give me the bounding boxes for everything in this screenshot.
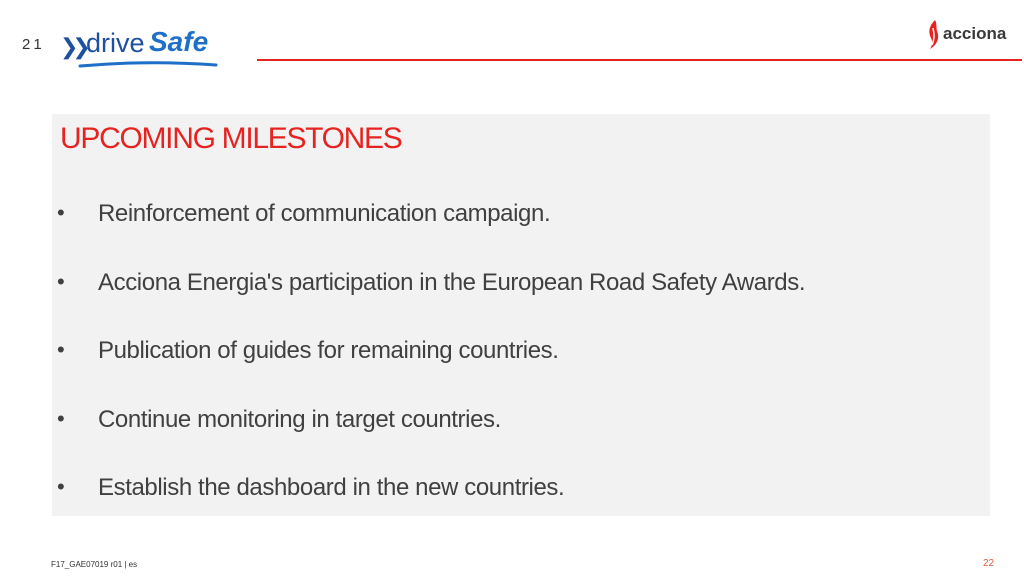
bullet-icon: • — [57, 268, 65, 294]
header-divider — [257, 59, 1022, 61]
list-item — [52, 337, 990, 406]
bullet-icon: • — [57, 474, 65, 499]
logo-safe-text: Safe — [149, 26, 209, 57]
double-chevron-icon: ❯❯ — [60, 34, 85, 59]
list-item-text: Continue monitoring in target countries. — [98, 405, 501, 433]
list-item-text: Acciona Energia's participation in the European Road Safety Awards. — [98, 268, 806, 296]
drivesafe-logo — [60, 26, 220, 70]
panel-title: UPCOMING MILESTONES — [60, 122, 402, 155]
list-item — [52, 200, 990, 269]
acciona-logo — [925, 18, 1005, 52]
bullet-icon: • — [57, 405, 65, 431]
milestone-list — [52, 200, 990, 543]
content-panel — [52, 114, 990, 516]
footer-doc-code: F17_GAE07019 r01 | es — [51, 560, 138, 569]
page-number-top: 21 — [22, 36, 45, 53]
list-item — [52, 269, 990, 338]
list-item — [52, 474, 990, 543]
list-item — [52, 406, 990, 475]
list-item-text: Establish the dashboard in the new countries. — [98, 474, 565, 501]
logo-drive-text: drive — [86, 28, 145, 58]
acciona-leaf-icon — [925, 18, 945, 50]
list-item-text: Reinforcement of communication campaign. — [98, 200, 551, 227]
swoosh-icon — [78, 58, 218, 70]
acciona-wordmark: acciona — [943, 24, 1007, 43]
bullet-icon: • — [57, 337, 65, 362]
bullet-icon: • — [57, 200, 65, 225]
list-item-text: Publication of guides for remaining countries. — [98, 337, 559, 364]
footer-page-number: 22 — [983, 558, 995, 569]
